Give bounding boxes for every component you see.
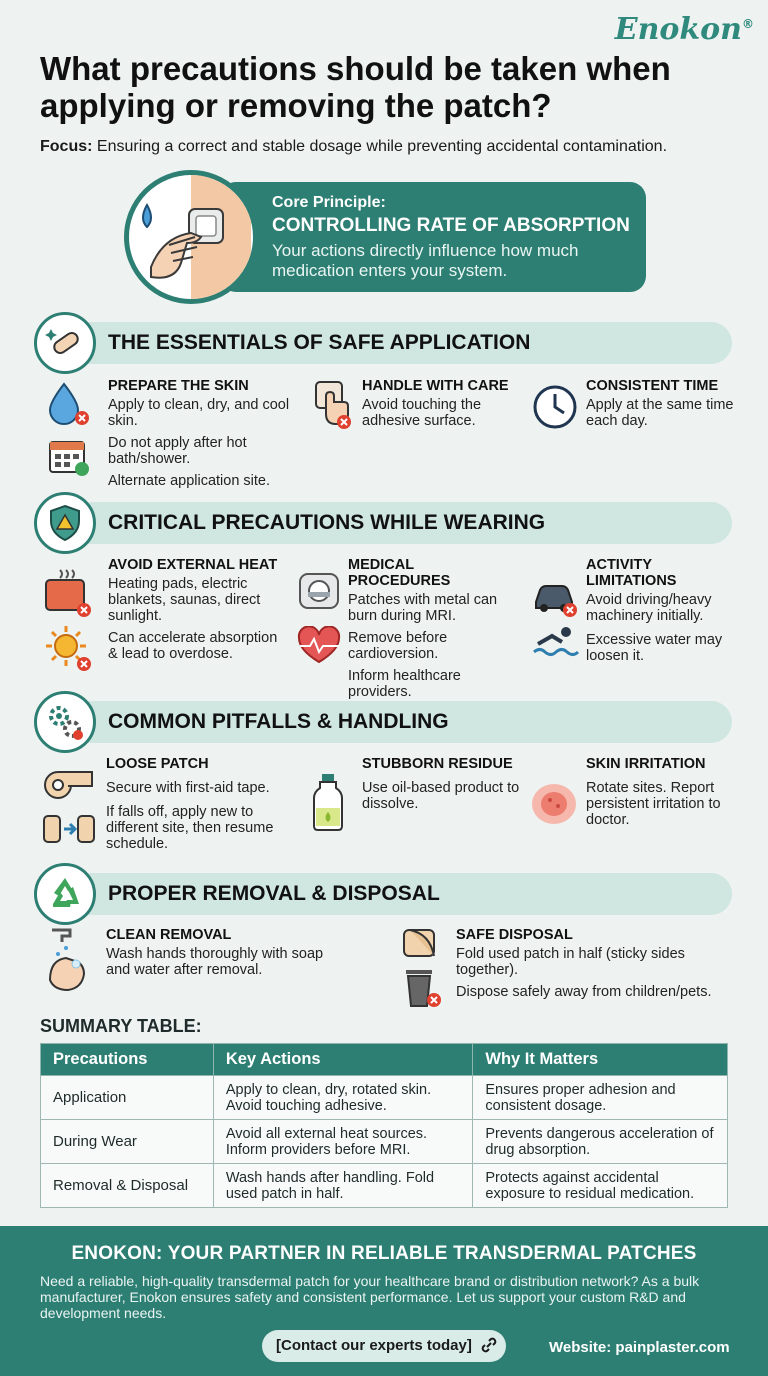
shield-warning-icon (34, 492, 96, 554)
website-link[interactable]: Website: painplaster.com (549, 1339, 730, 1356)
item-clean-removal: CLEAN REMOVAL Wash hands thoroughly with soap and water after removal. (106, 927, 324, 978)
table-cell: Protects against accidental exposure to residual medication. (473, 1164, 728, 1208)
item-activity-limitations: ACTIVITY LIMITATIONS Avoid driving/heavy machinery initially. Excessive water may loosen it. (586, 557, 723, 664)
item-consistent-time: CONSISTENT TIME Apply at the same time each day. (586, 378, 734, 429)
heating-pad-icon (44, 568, 94, 625)
table-row (41, 1120, 728, 1164)
focus-label: Focus: (40, 138, 93, 155)
finger-touch-icon (312, 378, 356, 435)
item-safe-disposal: SAFE DISPOSAL Fold used patch in half (sticky sides together). Dispose safely away from children/pets. (456, 927, 712, 1000)
core-kicker: Core Principle: (272, 194, 386, 211)
section-title-pitfalls: COMMON PITFALLS & HANDLING (80, 701, 732, 743)
clock-icon (532, 384, 578, 435)
item-skin-irritation: SKIN IRRITATION Rotate sites. Report persistent irritation to doctor. (586, 756, 721, 828)
table-cell: Apply to clean, dry, rotated skin. Avoid touching adhesive. (213, 1076, 473, 1120)
section-title-removal-disposal: PROPER REMOVAL & DISPOSAL (80, 873, 732, 915)
brand-logo: Enokon® (614, 12, 754, 47)
table-cell: During Wear (41, 1120, 214, 1164)
item-loose-patch: LOOSE PATCH Secure with first-aid tape. If falls off, apply new to different site, then resume schedule. (106, 756, 274, 852)
calendar-icon (48, 438, 92, 483)
table-row (41, 1164, 728, 1208)
sun-icon (44, 624, 94, 677)
hand-applying-patch-icon (124, 170, 258, 304)
table-cell: Avoid all external heat sources. Inform providers before MRI. (213, 1120, 473, 1164)
table-cell: Prevents dangerous acceleration of drug absorption. (473, 1120, 728, 1164)
item-prepare-skin: PREPARE THE SKIN Apply to clean, dry, and cool skin. Do not apply after hot bath/shower. Alternate application site. (108, 378, 290, 489)
bandage-sparkle-icon (34, 312, 96, 374)
focus-text: Ensuring a correct and stable dosage while preventing accidental contamination. (92, 138, 668, 155)
table-row (41, 1076, 728, 1120)
skin-irritation-icon (530, 782, 578, 831)
heart-pulse-icon (296, 626, 342, 671)
table-cell: Wash hands after handling. Fold used patch in half. (213, 1164, 473, 1208)
recycle-icon (34, 863, 96, 925)
summary-table (40, 1043, 728, 1208)
table-cell: Application (41, 1076, 214, 1120)
link-icon (480, 1337, 498, 1357)
table-header: Why It Matters (473, 1044, 728, 1076)
page-title: What precautions should be taken when applying or removing the patch? (40, 50, 671, 124)
trash-can-icon (400, 966, 446, 1015)
tape-roll-icon (42, 768, 96, 807)
section-title-while-wearing: CRITICAL PRECAUTIONS WHILE WEARING (80, 502, 732, 544)
summary-title: SUMMARY TABLE: (40, 1016, 202, 1036)
footer-description: Need a reliable, high-quality transdermal patch for your healthcare brand or distribution network? As a bulk manufacturer, Enokon ensures safety and consistent performance. Let us support your custom R&D and development needs. (40, 1273, 700, 1321)
focus-line (40, 138, 760, 156)
folded-patch-icon (400, 926, 444, 967)
water-drop-icon (48, 382, 92, 433)
table-header: Precautions (41, 1044, 214, 1076)
mri-machine-icon (296, 570, 342, 619)
table-header: Key Actions (213, 1044, 473, 1076)
item-medical-procedures: MEDICAL PROCEDURES Patches with metal can burn during MRI. Remove before cardioversion. Inform healthcare providers. (348, 557, 498, 700)
table-cell: Ensures proper adhesion and consistent dosage. (473, 1076, 728, 1120)
patch-swap-icon (42, 812, 96, 851)
footer-title: ENOKON: YOUR PARTNER IN RELIABLE TRANSDERMAL PATCHES (71, 1243, 697, 1264)
contact-experts-button[interactable] (262, 1330, 506, 1362)
footer-banner (0, 1226, 768, 1376)
core-principle-box (220, 182, 646, 292)
table-cell: Removal & Disposal (41, 1164, 214, 1208)
contact-label: [Contact our experts today] (276, 1337, 472, 1354)
item-stubborn-residue: STUBBORN RESIDUE Use oil-based product to dissolve. (362, 756, 520, 812)
core-heading: CONTROLLING RATE OF ABSORPTION (272, 215, 630, 236)
table-header-row (41, 1044, 728, 1076)
core-description: Your actions directly influence how much medication enters your system. (272, 241, 579, 280)
car-icon (532, 574, 580, 623)
item-handle-with-care: HANDLE WITH CARE Avoid touching the adhesive surface. (362, 378, 509, 429)
oil-bottle-icon (312, 772, 344, 837)
section-title-safe-application: THE ESSENTIALS OF SAFE APPLICATION (80, 322, 732, 364)
swimmer-icon (532, 624, 580, 665)
gears-icon (34, 691, 96, 753)
item-avoid-external-heat: AVOID EXTERNAL HEAT Heating pads, electric blankets, saunas, direct sunlight. Can accelerate absorption & lead to overdose. (108, 557, 278, 662)
hand-washing-icon (44, 924, 90, 1001)
